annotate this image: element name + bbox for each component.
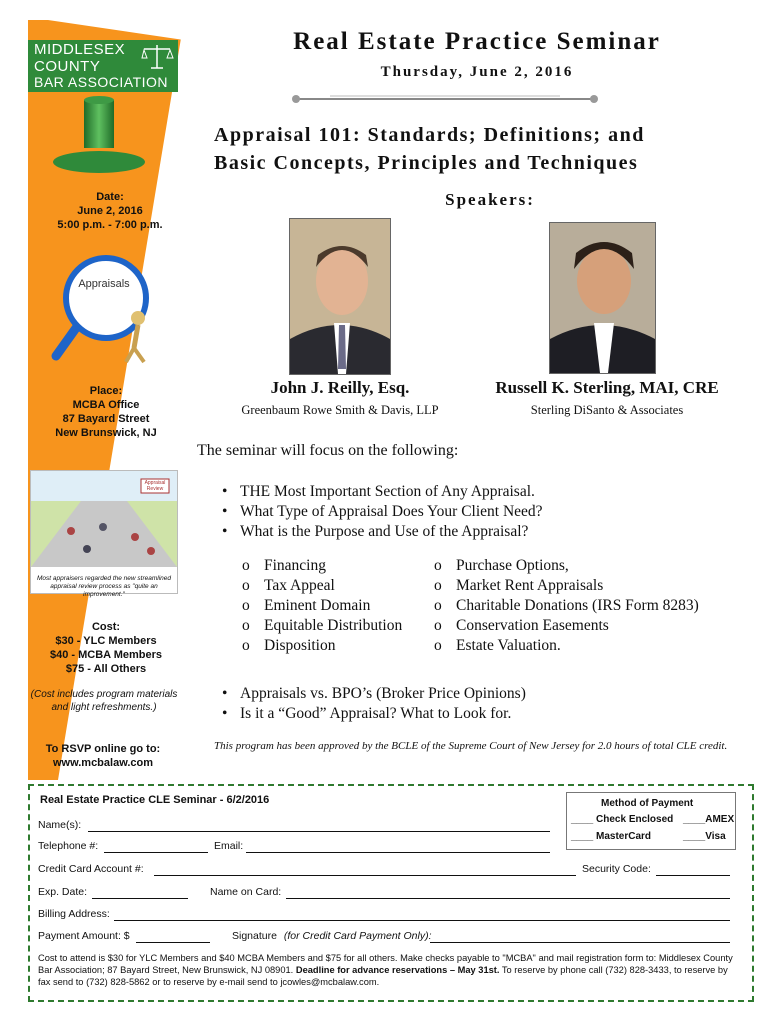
subtopic-item: o Market Rent Appraisals [434,576,734,596]
place-label: Place: [89,385,123,397]
rsvp-block [30,742,176,770]
billing-address-field[interactable] [114,920,730,921]
subtopic-item: o Equitable Distribution [242,616,432,636]
security-code-label: Security Code: [582,863,651,875]
magnifier-illustration [46,248,158,366]
cost-item: $40 - MCBA Members [49,649,163,661]
seminar-intro: The seminar will focus on the following: [197,442,459,459]
page-title: Real Estate Practice Seminar [293,28,661,55]
speaker-name-2: Russell K. Sterling, MAI, CRE [495,378,719,397]
subtopics-left [242,556,432,656]
payment-method-title: Method of Payment [601,798,694,809]
topic-item: • Is it a “Good” Appraisal? What to Look for. [218,704,738,724]
signature-label-text: Signature [232,930,277,942]
credit-card-label: Credit Card Account #: [38,863,144,875]
subtopic-item: o Financing [242,556,432,576]
names-field[interactable] [88,831,550,832]
instructions-text: Cost to attend is $30 for YLC Members and $40 MCBA Members and $75 for all others. Make checks payable to "MCBA" and mail registration form to: Middlesex County Bar Association; 87 Bayard Street, New Brunswick, NJ 08901. [38,953,733,975]
logo-line-2: COUNTY [34,58,101,75]
topic-item: • What Type of Appraisal Does Your Client Need? [218,502,738,522]
place-city: New Brunswick, NJ [55,427,157,439]
signature-label [232,930,432,942]
subtopic-item: o Eminent Domain [242,596,432,616]
payment-amount-field[interactable] [136,942,210,943]
email-field[interactable] [246,852,550,853]
cost-block [36,620,176,676]
topics-list-bottom [218,684,738,724]
subtopic-item: o Conservation Easements [434,616,734,636]
cartoon-sign: Appraisal Review [144,480,166,492]
signature-note: (for Credit Card Payment Only): [283,930,432,942]
event-date-block [40,190,180,232]
payment-amount-label: Payment Amount: $ [38,930,130,942]
magnifier-label: Appraisals [78,278,130,290]
cartoon-caption: Most appraisers regarded the new streamlined appraisal review process as "quite an improvement." [36,575,172,598]
rsvp-link[interactable]: www.mcbalaw.com [52,757,154,769]
seminar-date: Thursday, June 2, 2016 [380,64,574,80]
decorative-divider [290,92,600,106]
speaker-name-1: John J. Reilly, Esq. [270,378,410,397]
subtopics-right [434,556,734,656]
telephone-field[interactable] [104,852,208,853]
topics-list-top [218,482,738,542]
speaker-photo-reilly [289,218,391,375]
cle-credit-note: This program has been approved by the BCLE of the Supreme Court of New Jersey for 2.0 hours of total CLE credit. [214,740,728,752]
payment-method-box [566,792,736,850]
email-label: Email: [214,840,244,852]
visa-option[interactable]: ____Visa [683,831,726,842]
amex-option[interactable]: ____AMEX [683,814,735,825]
check-enclosed-option[interactable]: ____ Check Enclosed [571,814,674,825]
name-on-card-label: Name on Card: [210,886,282,898]
bar-association-logo [28,40,178,92]
event-place-block [36,384,176,440]
cost-item: $30 - YLC Members [55,635,157,647]
cost-label: Cost: [91,621,121,633]
logo-line-3: BAR ASSOCIATION [34,74,169,90]
speaker-photo-sterling [549,222,656,374]
names-label: Name(s): [38,819,82,831]
cost-item: $75 - All Others [65,663,147,675]
name-on-card-field[interactable] [286,898,730,899]
cartoon-illustration [30,470,178,598]
topic-item: • Appraisals vs. BPO’s (Broker Price Opinions) [218,684,738,704]
place-street: 87 Bayard Street [62,413,150,425]
topic-item: • What is the Purpose and Use of the Appraisal? [218,522,738,542]
deadline-text: Deadline for advance reservations – May 31st. [295,965,500,975]
mastercard-option[interactable]: ____ MasterCard [571,831,652,842]
credit-card-field[interactable] [154,875,576,876]
logo-line-1: MIDDLESEX [34,41,126,58]
registration-form [28,784,754,1002]
date-value: June 2, 2016 [77,205,143,217]
security-code-field[interactable] [656,875,730,876]
cost-note: (Cost includes program materials and light refreshments.) [30,689,178,713]
cylinder-ornament-icon [44,96,154,176]
speakers-label: Speakers: [445,190,535,209]
subtopic-item: o Purchase Options, [434,556,734,576]
subtopic-item: o Disposition [242,636,432,656]
date-label: Date: [96,191,124,203]
signature-field[interactable] [430,942,730,943]
place-name: MCBA Office [72,399,140,411]
billing-address-label: Billing Address: [38,908,110,920]
seminar-heading-line-2: Basic Concepts, Principles and Techniques [214,152,639,174]
rsvp-label: To RSVP online go to: [45,743,161,755]
subtopic-item: o Estate Valuation. [434,636,734,656]
exp-date-label: Exp. Date: [38,886,88,898]
registration-instructions [38,952,742,988]
speaker-firm-1: Greenbaum Rowe Smith & Davis, LLP [241,403,439,417]
exp-date-field[interactable] [92,898,188,899]
scales-of-justice-icon [140,42,174,72]
speaker-firm-2: Sterling DiSanto & Associates [530,403,684,417]
seminar-heading-line-1: Appraisal 101: Standards; Definitions; and [214,124,645,146]
subtopic-item: o Charitable Donations (IRS Form 8283) [434,596,734,616]
telephone-label: Telephone #: [38,840,99,852]
subtopic-item: o Tax Appeal [242,576,432,596]
reservation-contacts: To reserve by phone call (732) 828-3433, to reserve by fax send to (732) 828-5862 or to reserve by e-mail send to jcowles@mcbalaw.com. [38,965,728,987]
topic-item: • THE Most Important Section of Any Appraisal. [218,482,738,502]
form-title: Real Estate Practice CLE Seminar - 6/2/2016 [40,794,270,806]
time-value: 5:00 p.m. - 7:00 p.m. [57,219,163,231]
